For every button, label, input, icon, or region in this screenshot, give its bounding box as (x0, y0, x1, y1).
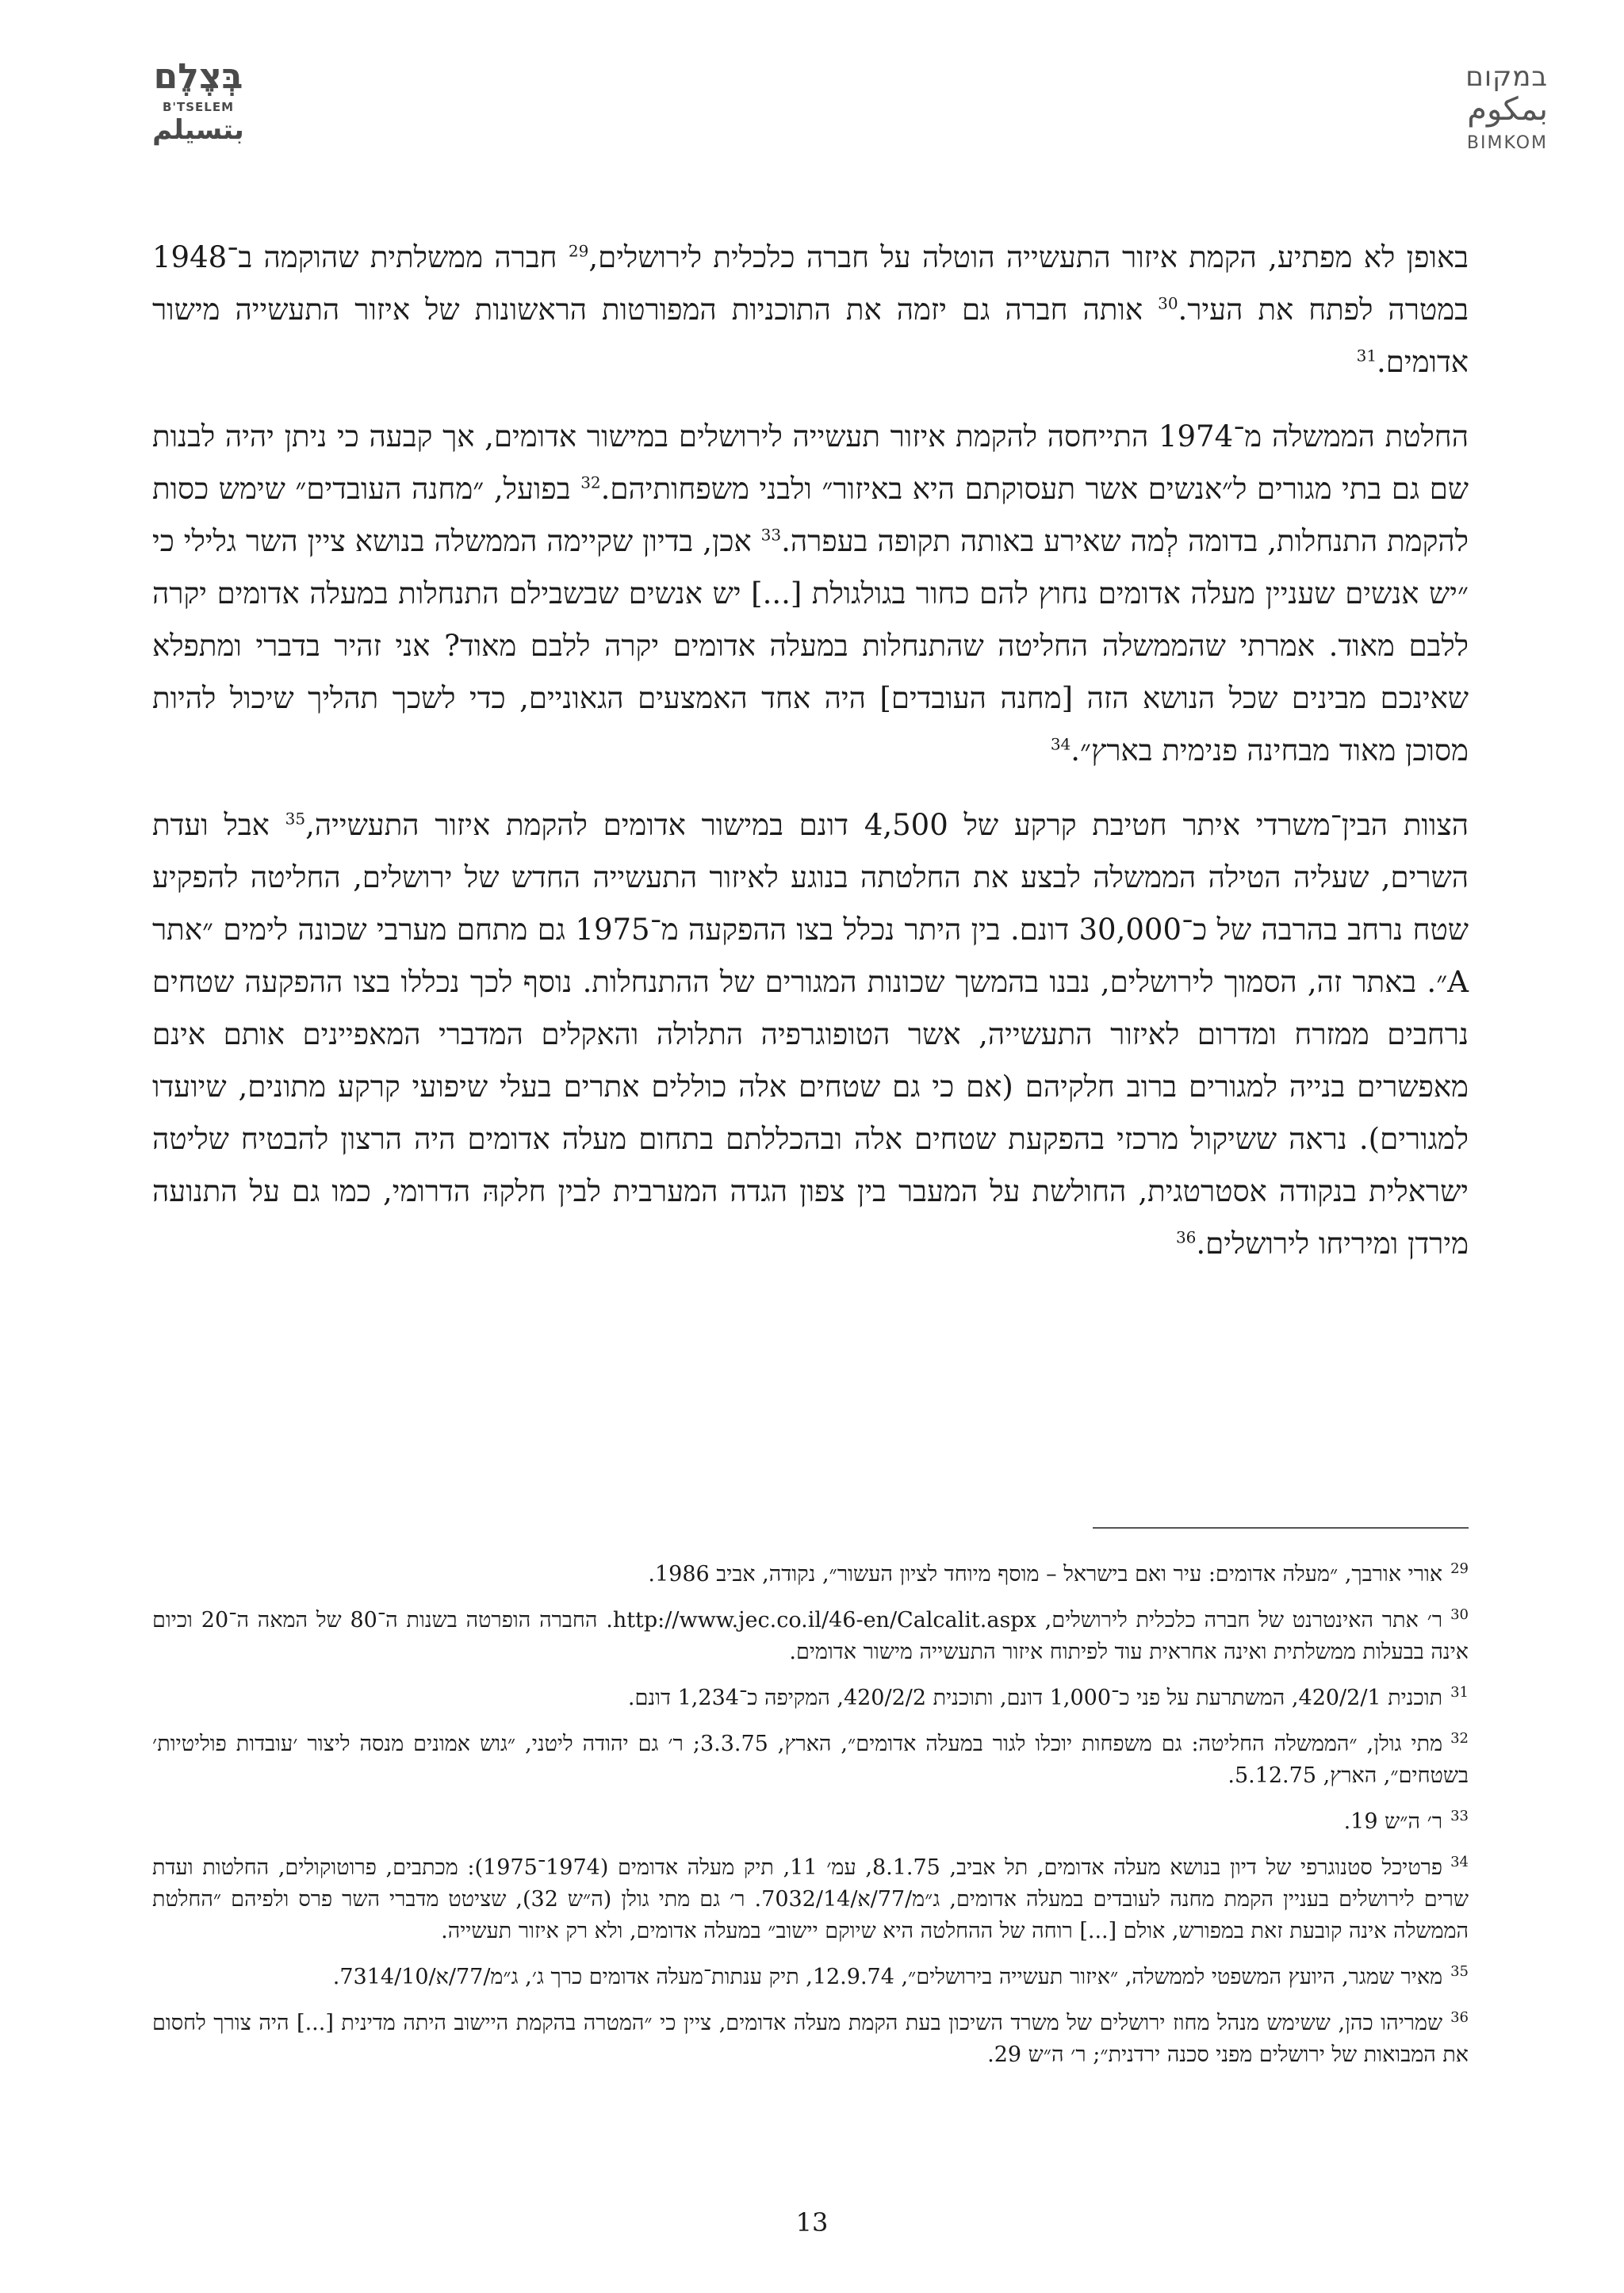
bimkom-logo-arabic: بمكوم (1467, 91, 1548, 128)
paragraph-text: חברה ממשלתית שהוקמה ב־1948 במטרה לפתח את העיר. (152, 240, 1469, 327)
footnote-text: תוכנית 420/2/1, המשתרעת על פני כ־1,000 דונם, ותוכנית 420/2/2, המקיפה כ־1,234 דונם. (627, 1686, 1443, 1710)
paragraph (152, 411, 1469, 777)
footnote-number: 34 (1450, 1854, 1469, 1870)
paragraph (152, 232, 1469, 389)
footnote-number: 32 (1450, 1730, 1469, 1747)
btselem-logo (143, 57, 254, 146)
footnote-ref: 30 (1158, 293, 1178, 313)
paragraph (152, 799, 1469, 1270)
btselem-logo-arabic: بتسيلم (152, 114, 244, 146)
footnote-number: 30 (1450, 1606, 1469, 1623)
paragraph-text: החלטת הממשלה מ־1974 התייחסה להקמת איזור תעשייה לירושלים במישור אדומים, אך קבעה כי ניתן יהיה לבנות שם גם בתי מגורים ל״אנשים אשר תעסוקתם היא באיזור״ ולבני משפחותיהם. (152, 419, 1469, 506)
footnote-text: מתי גולן, ״הממשלה החליטה: גם משפחות יוכלו לגור במעלה אדומים״, הארץ, 3.3.75; ר׳ גם יהודה ליטני, ״גוש אמונים מנסה ליצור ׳עובדות פוליטיות׳ בשטחים״, הארץ, 5.12.75. (152, 1732, 1469, 1788)
bimkom-logo (1405, 62, 1548, 153)
paragraph-text: אבל ועדת השרים, שעליה הטילה הממשלה לבצע את החלטתה בנוגע לאיזור התעשייה החדש של ירושלים, החליטה להפקיע שטח נרחב בהרבה של כ־30,000 דונם. בין היתר נכלל בצו ההפקעה מ־1975 גם מתחם מערבי שכונה לימים ״אתר A״. באתר זה, הסמוך לירושלים, נבנו בהמשך שכונות המגורים של ההתנחלות. נוסף לכך נכללו בצו ההפקעה שטחים נרחבים ממזרח ומדרום לאיזור התעשייה, אשר הטופוגרפיה התלולה והאקלים המדברי המאפיינים אותם אינם מאפשרים בנייה למגורים ברוב חלקיהם (אם כי גם שטחים אלה כוללים אתרים בעלי שיפועי קרקע מתונים, שיועדו למגורים). נראה ששיקול מרכזי בהפקעת שטחים אלה ובהכללתם בתחום מעלה אדומים היה הרצון להבטיח שליטה ישראלית בנקודה אסטרטגית, החולשת על המעבר בין צפון הגדה המערבית לבין חלקהּ הדרומי, כמו גם על התנועה מירדן ומיריחו לירושלים. (152, 808, 1469, 1261)
footnote-ref: 34 (1050, 734, 1071, 754)
footnote (152, 1852, 1469, 1947)
footnote-number: 31 (1450, 1684, 1469, 1701)
footnote-text: שמריהו כהן, ששימש מנהל מחוז ירושלים של משרד השיכון בעת הקמת מעלה אדומים, ציין כי ״המטרה בהקמת היישוב היתה מדינית [...] היה צורך לחסום את המבואות של ירושלים מפני סכנה ירדנית״; ר׳ ה״ש 29. (152, 2011, 1469, 2067)
paragraph-text: אכן, בדיון שקיימה הממשלה בנושא ציין השר גלילי כי ״יש אנשים שעניין מעלה אדומים נחוץ להם כחור בגולגולת [...] יש אנשים שבשבילם התנחלות במעלה אדומים יקרה ללבם מאוד. אמרתי שהממשלה החליטה שהתנחלות במעלה אדומים יקרה ללבם מאוד? אני זהיר בדברי ומתפלא שאינכם מבינים שכל הנושא הזה [מחנה העובדים] היה אחד האמצעים הגאוניים, כדי לשכך תהליך שיכול להיות מסוכן מאוד מבחינה פנימית בארץ״. (152, 524, 1469, 768)
footnote (152, 1728, 1469, 1792)
footnote-text: ר׳ אתר האינטרנט של חברה כלכלית לירושלים, http://www.jec.co.il/46-en/Calcalit.aspx. החברה הופרטה בשנות ה־80 של המאה ה־20 וכיום אינה בבעלות ממשלתית ואינה אחראית עוד לפיתוח איזור התעשייה מישור אדומים. (152, 1608, 1469, 1664)
footnotes (152, 1559, 1469, 2085)
bimkom-logo-hebrew: במקום (1465, 61, 1548, 93)
footnote-ref: 31 (1356, 346, 1377, 366)
footnote (152, 1559, 1469, 1591)
footnote-number: 29 (1450, 1560, 1469, 1577)
footnote-ref: 35 (285, 809, 306, 829)
footnote-ref: 33 (760, 525, 782, 545)
footnote-text: ר׳ ה״ש 19. (1343, 1809, 1443, 1834)
footnote-number: 33 (1450, 1808, 1469, 1824)
footnote-text: מאיר שמגר, היועץ המשפטי לממשלה, ״איזור תעשייה בירושלים״, 12.9.74, תיק ענתות־מעלה אדומים כרך ג׳, ג״מ/77/א/7314/10. (332, 1965, 1443, 1989)
footnote-number: 36 (1450, 2009, 1469, 2026)
footnote-ref: 32 (580, 473, 601, 492)
footnote-ref: 29 (568, 241, 589, 261)
footnote (152, 1962, 1469, 1993)
btselem-logo-hebrew: בְּצֶלֶם (153, 56, 243, 97)
bimkom-logo-english: BIMKOM (1466, 133, 1548, 153)
btselem-logo-english: B'TSELEM (162, 100, 235, 114)
paragraph-text: באופן לא מפתיע, הקמת איזור התעשייה הוטלה על חברה כלכלית לירושלים, (588, 240, 1469, 274)
footnote-number: 35 (1450, 1963, 1469, 1980)
paragraph-text: אותה חברה גם יזמה את התוכניות המפורטות הראשונות של איזור התעשייה מישור אדומים. (152, 293, 1469, 379)
footnote-text: אורי אורבך, ״מעלה אדומים: עיר ואם בישראל – מוסף מיוחד לציון העשור״, נקודה, אביב 1986. (648, 1562, 1443, 1587)
paragraph-text: בפועל, ״מחנה העובדים״ שימש כסות להקמת התנחלות, בדומה לְמה שאירע באותה תקופה בעפרה. (152, 472, 1469, 558)
footnote (152, 1682, 1469, 1714)
footnote (152, 1806, 1469, 1838)
footnote (152, 1605, 1469, 1668)
footnote-ref: 36 (1175, 1227, 1197, 1247)
footnote-text: פרטיכל סטנוגרפי של דיון בנושא מעלה אדומים, תל אביב, 8.1.75, עמ׳ 11, תיק מעלה אדומים (1974־1975): מכתבים, פרוטוקולים, החלטות ועדת שרים לירושלים בעניין הקמת מחנה לעובדים במעלה אדומים, ג״מ/77/א/7032/14. ר׳ גם מתי גולן (ה״ש 32), שציטט מדברי השר פרס ולפיהם ״החלטת הממשלה אינה קובעת זאת במפורש, אולם [...] רוחה של ההחלטה היא שיוקם יישוב״ במעלה אדומים, ולא רק איזור תעשייה. (152, 1855, 1469, 1943)
footnote (152, 2008, 1469, 2071)
page-number: 13 (795, 2207, 829, 2237)
paragraph-text: הצוות הבין־משרדי איתר חטיבת קרקע של 4,500 דונם במישור אדומים להקמת איזור התעשייה, (305, 808, 1469, 842)
main-text (152, 232, 1469, 1292)
footnote-divider (1093, 1527, 1469, 1529)
